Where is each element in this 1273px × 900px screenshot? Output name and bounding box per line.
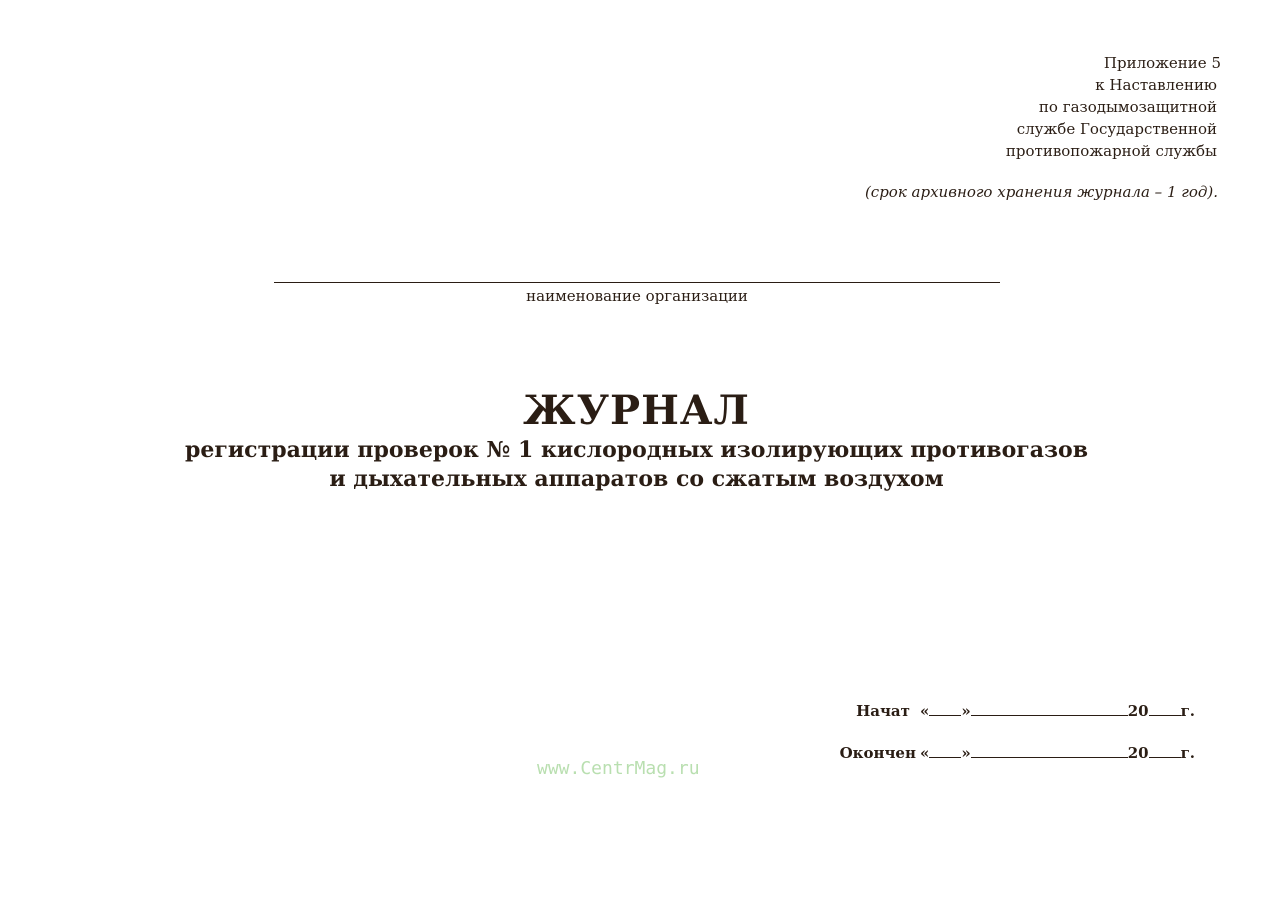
started-year-blank [1149,701,1181,716]
site-watermark: www.CentrMag.ru [537,758,700,779]
started-label: Начат [856,702,910,720]
finished-day-blank [929,743,961,758]
appendix-line-3: по газодымозащитной [1038,98,1217,116]
started-open-quote: « [919,702,930,720]
journal-title: ЖУРНАЛ [523,387,750,434]
appendix-line-2: к Наставлению [1095,76,1217,94]
started-month-blank [971,701,1128,716]
finished-open-quote: « [919,744,930,762]
journal-subtitle-line-1: регистрации проверок № 1 кислородных изолирующих противогазов [185,437,1088,463]
started-day-blank [929,701,961,716]
finished-century: 20 [1127,744,1149,762]
started-date-row [840,701,1195,723]
finished-label: Окончен [839,744,916,762]
finished-date-row [840,743,1195,765]
finished-year-blank [1149,743,1181,758]
finished-close-quote: » [961,744,971,762]
appendix-line-5: противопожарной службы [1005,142,1217,160]
journal-subtitle-line-2: и дыхательных аппаратов со сжатым воздухом [329,466,944,492]
started-year-suffix: г. [1180,702,1195,720]
appendix-line-4: службе Государственной [1016,120,1217,138]
appendix-line-1: Приложение 5 [1103,54,1221,72]
organization-name-caption: наименование организации [526,287,748,305]
organization-name-line [274,282,1000,283]
finished-year-suffix: г. [1180,744,1195,762]
appendix-reference [801,52,1221,162]
retention-note: (срок архивного хранения журнала – 1 год). [864,183,1218,201]
journal-title-block [0,386,1273,494]
finished-month-blank [971,743,1128,758]
started-close-quote: » [961,702,971,720]
journal-dates [840,701,1195,765]
started-century: 20 [1127,702,1149,720]
